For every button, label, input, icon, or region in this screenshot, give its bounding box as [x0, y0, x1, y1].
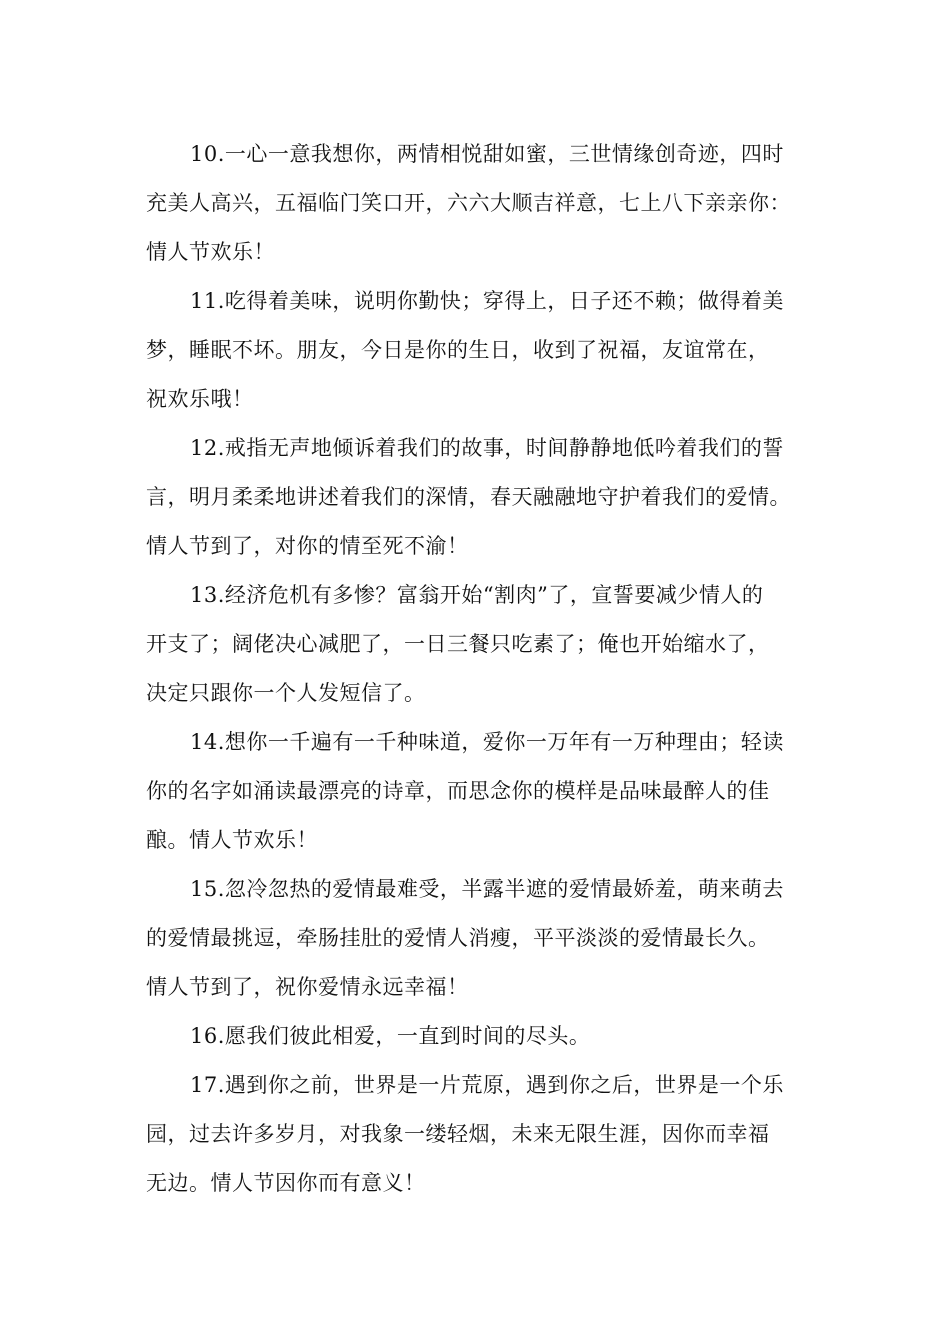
paragraph-12	[146, 424, 826, 571]
text-line: 10.一心一意我想你，两情相悦甜如蜜，三世情缘创奇迹，四时	[190, 142, 784, 166]
text-line: 情人节到了，对你的情至死不渝！	[146, 534, 469, 558]
paragraph-10	[146, 130, 826, 277]
text-line: 言，明月柔柔地讲述着我们的深情，春天融融地守护着我们的爱情。	[146, 485, 791, 509]
text-line: 情人节到了，祝你爱情永远幸福！	[146, 975, 469, 999]
paragraph-11	[146, 277, 826, 424]
text-line: 梦，睡眠不坏。朋友，今日是你的生日，收到了祝福，友谊常在，	[146, 338, 770, 362]
paragraph-13	[146, 571, 826, 718]
text-line: 酿。情人节欢乐！	[146, 828, 318, 852]
text-line: 园，过去许多岁月，对我象一缕轻烟，未来无限生涯，因你而幸福	[146, 1122, 770, 1146]
text-line: 13.经济危机有多惨？富翁开始“割肉”了，宣誓要减少情人的	[190, 583, 764, 607]
text-line: 祝欢乐哦！	[146, 387, 254, 411]
text-line: 15.忽冷忽热的爱情最难受，半露半遮的爱情最娇羞，萌来萌去	[190, 877, 784, 901]
paragraph-17	[146, 1061, 826, 1208]
paragraph-15	[146, 865, 826, 1012]
text-line: 11.吃得着美味，说明你勤快；穿得上，日子还不赖；做得着美	[190, 289, 784, 313]
text-line: 12.戒指无声地倾诉着我们的故事，时间静静地低吟着我们的誓	[190, 436, 784, 460]
text-line: 充美人高兴，五福临门笑口开，六六大顺吉祥意，七上八下亲亲你：	[146, 191, 791, 215]
paragraph-14	[146, 718, 826, 865]
text-line: 无边。情人节因你而有意义！	[146, 1171, 426, 1195]
text-line: 的爱情最挑逗，牵肠挂肚的爱情人消瘦，平平淡淡的爱情最长久。	[146, 926, 770, 950]
text-line: 17.遇到你之前，世界是一片荒原，遇到你之后，世界是一个乐	[190, 1073, 784, 1097]
document-body	[146, 130, 826, 1208]
text-line: 情人节欢乐！	[146, 240, 275, 264]
text-line: 开支了；阔佬决心减肥了，一日三餐只吃素了；俺也开始缩水了，	[146, 632, 770, 656]
text-line: 你的名字如涌读最漂亮的诗章，而思念你的模样是品味最醉人的佳	[146, 779, 770, 803]
text-line: 16.愿我们彼此相爱，一直到时间的尽头。	[190, 1024, 591, 1048]
text-line: 14.想你一千遍有一千种味道，爱你一万年有一万种理由；轻读	[190, 730, 784, 754]
text-line: 决定只跟你一个人发短信了。	[146, 681, 426, 705]
paragraph-16	[146, 1012, 826, 1061]
